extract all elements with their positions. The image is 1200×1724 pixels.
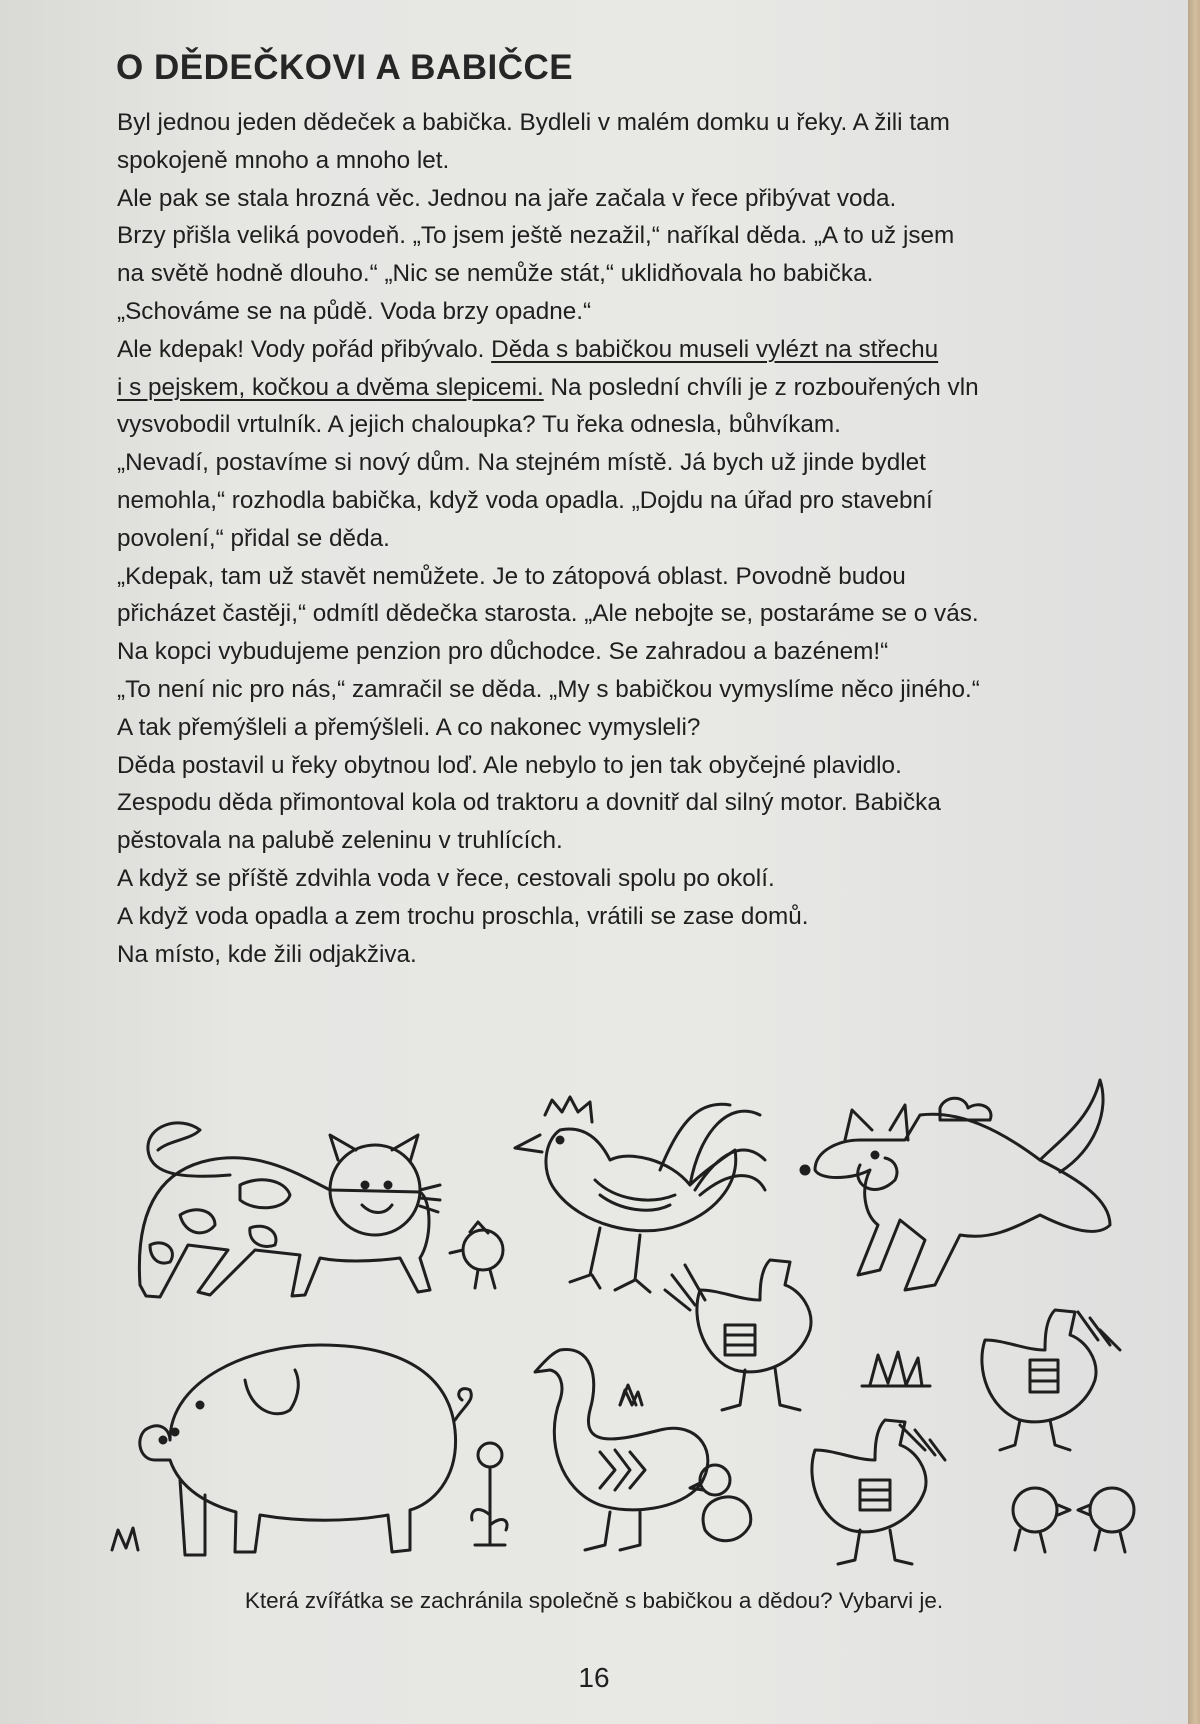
story-line: Děda postavil u řeky obytnou loď. Ale nebylo to jen tak obyčejné plavidlo. xyxy=(117,751,902,779)
pig-drawing xyxy=(112,1345,471,1555)
story-line xyxy=(117,369,1188,407)
underlined-sentence-part-1: Děda s babičkou museli vylézt na střechu xyxy=(491,335,939,363)
story-line: pěstovala na palubě zeleninu v truhlících. xyxy=(117,827,563,855)
story-line: Byl jednou jeden dědeček a babička. Bydleli v malém domku u řeky. A žili tam xyxy=(117,109,950,136)
story-line: Brzy přišla veliká povodeň. „To jsem ještě nezažil,“ naříkal děda. „A to už jsem xyxy=(117,222,955,250)
story-line: „To není nic pro nás,“ zamračil se děda. „My s babičkou vymyslíme něco jiného.“ xyxy=(117,675,980,703)
page-number: 16 xyxy=(578,1662,610,1693)
story-line: Na kopci vybudujeme penzion pro důchodce. Se zahradou a bazénem!“ xyxy=(117,638,889,666)
hen-drawing xyxy=(812,1420,945,1564)
duckling-drawing xyxy=(690,1465,751,1541)
story-line: na světě hodně dlouho.“ „Nic se nemůže stát,“ uklidňovala ho babička. xyxy=(117,260,874,288)
story-line xyxy=(117,331,1188,369)
hen-drawing xyxy=(982,1310,1120,1450)
animal-coloring-illustration xyxy=(100,1060,1160,1580)
story-line-start: Ale kdepak! Vody pořád přibývalo. xyxy=(117,335,485,363)
story-line-end: Na poslední chvíli je z rozbouřených vln xyxy=(550,373,979,401)
story-line: „Nevadí, postavíme si nový dům. Na stejném místě. Já bych už jinde bydlet xyxy=(117,449,926,477)
story-line: přicházet častěji,“ odmítl dědečka starosta. „Ale nebojte se, postaráme se o vás. xyxy=(117,600,979,628)
story-line: „Kdepak, tam už stavět nemůžete. Je to zátopová oblast. Povodně budou xyxy=(117,562,906,590)
story-line: A tak přemýšleli a přemýšleli. A co nakonec vymysleli? xyxy=(117,713,701,741)
story-title: O DĚDEČKOVI A BABIČCE xyxy=(116,48,574,87)
underlined-sentence-part-2: i s pejskem, kočkou a dvěma slepicemi. xyxy=(117,373,544,401)
goose-drawing xyxy=(535,1349,708,1550)
page-edge xyxy=(1188,0,1200,1724)
story-line: „Schováme se na půdě. Voda brzy opadne.“ xyxy=(117,297,592,325)
flower-drawing xyxy=(472,1443,507,1545)
chick-drawing xyxy=(450,1222,503,1288)
chick-drawing xyxy=(1013,1488,1070,1552)
story-line: Ale pak se stala hrozná věc. Jednou na jaře začala v řece přibývat voda. xyxy=(117,184,897,212)
hen-drawing xyxy=(665,1260,811,1410)
story-line: nemohla,“ rozhodla babička, když voda opadla. „Dojdu na úřad pro stavební xyxy=(117,486,933,514)
story-line: A když se příště zdvihla voda v řece, cestovali spolu po okolí. xyxy=(117,864,775,892)
story-line: povolení,“ přidal se děda. xyxy=(117,524,390,552)
story-line: Na místo, kde žili odjakživa. xyxy=(117,940,417,968)
chick-drawing xyxy=(1078,1488,1134,1552)
story-line: vysvobodil vrtulník. A jejich chaloupka? Tu řeka odnesla, bůhvíkam. xyxy=(117,411,841,439)
story-line: spokojeně mnoho a mnoho let. xyxy=(117,146,450,174)
rooster-drawing xyxy=(515,1097,765,1292)
dog-drawing xyxy=(801,1080,1110,1290)
story-line: A když voda opadla a zem trochu proschla, vrátili se zase domů. xyxy=(117,902,809,930)
cat-drawing xyxy=(139,1123,440,1297)
story-text xyxy=(117,104,1188,973)
story-line: Zespodu děda přimontoval kola od traktoru a dovnitř dal silný motor. Babička xyxy=(117,789,941,817)
coloring-instruction: Která zvířátka se zachránila společně s babičkou a dědou? Vybarvi je. xyxy=(244,1588,944,1613)
